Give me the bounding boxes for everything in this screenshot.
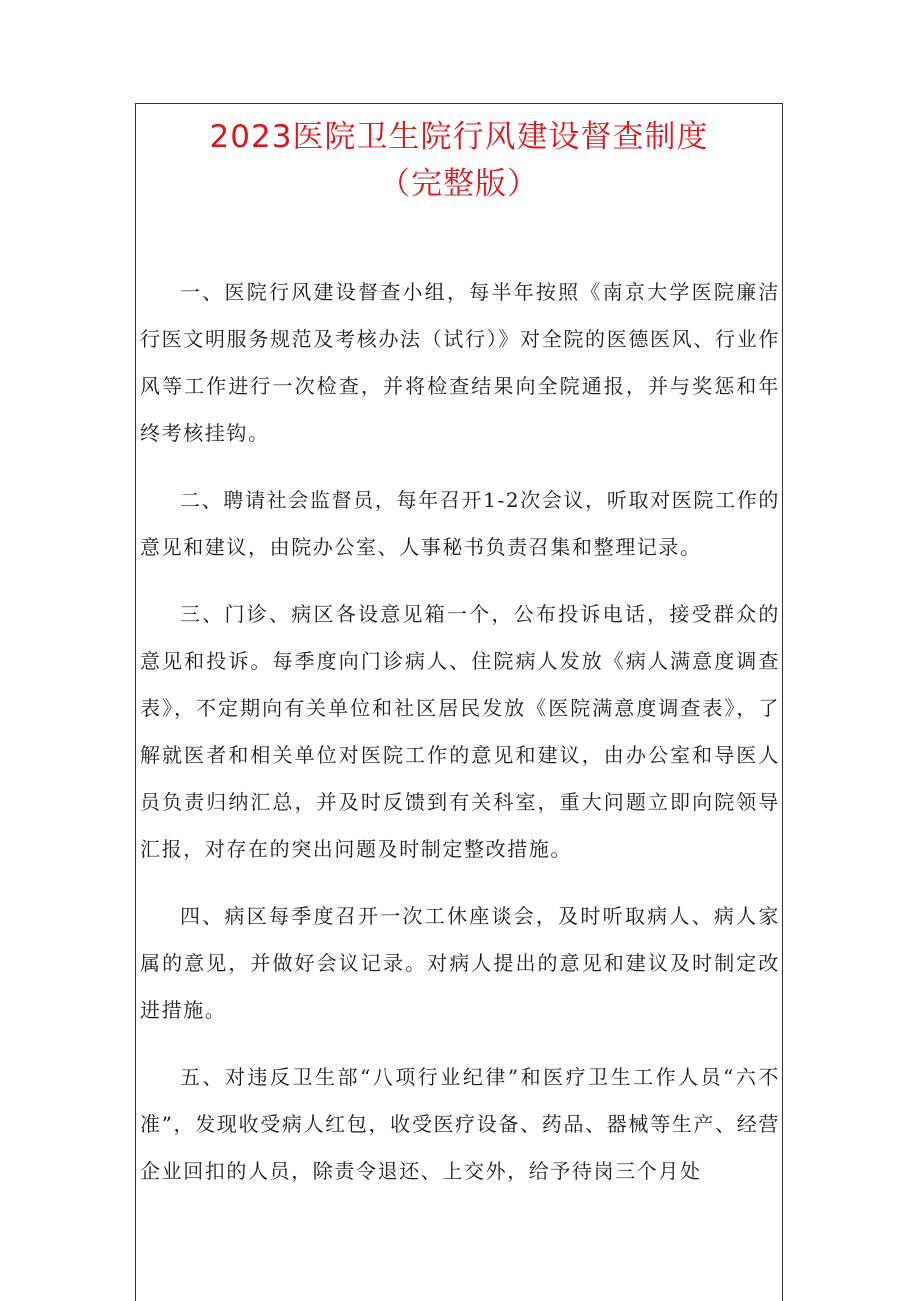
document-subtitle: （完整版） — [379, 166, 539, 202]
paragraph-1: 一、医院行风建设督查小组，每半年按照《南京大学医院廉洁行医文明服务规范及考核办法（试行）》对全院的医德医风、行业作风等工作进行一次检查，并将检查结果向全院通报，并与奖惩和年终考核挂钩。 — [140, 280, 780, 445]
document-page — [135, 103, 783, 1301]
paragraph-4: 四、病区每季度召开一次工休座谈会，及时听取病人、病人家属的意见，并做好会议记录。对病人提出的意见和建议及时制定改进措施。 — [140, 904, 780, 1022]
paragraph-3: 三、门诊、病区各设意见箱一个，公布投诉电话，接受群众的意见和投诉。每季度向门诊病人、住院病人发放《病人满意度调查表》，不定期向有关单位和社区居民发放《医院满意度调查表》，了解就医者和相关单位对医院工作的意见和建议，由办公室和导医人员负责归纳汇总，并及时反馈到有关科室，重大问题立即向院领导汇报，对存在的突出问题及时制定整改措施。 — [140, 602, 780, 861]
document-body — [140, 269, 780, 1215]
paragraph-2: 二、聘请社会监督员，每年召开1-2次会议，听取对医院工作的意见和建议，由院办公室、人事秘书负责召集和整理记录。 — [140, 488, 780, 559]
document-title: 2023医院卫生院行风建设督查制度 — [209, 119, 709, 155]
paragraph-5: 五、对违反卫生部“八项行业纪律”和医疗卫生工作人员“六不准”，发现收受病人红包，收受医疗设备、药品、器械等生产、经营企业回扣的人员，除责令退还、上交外，给予待岗三个月处 — [140, 1065, 780, 1183]
